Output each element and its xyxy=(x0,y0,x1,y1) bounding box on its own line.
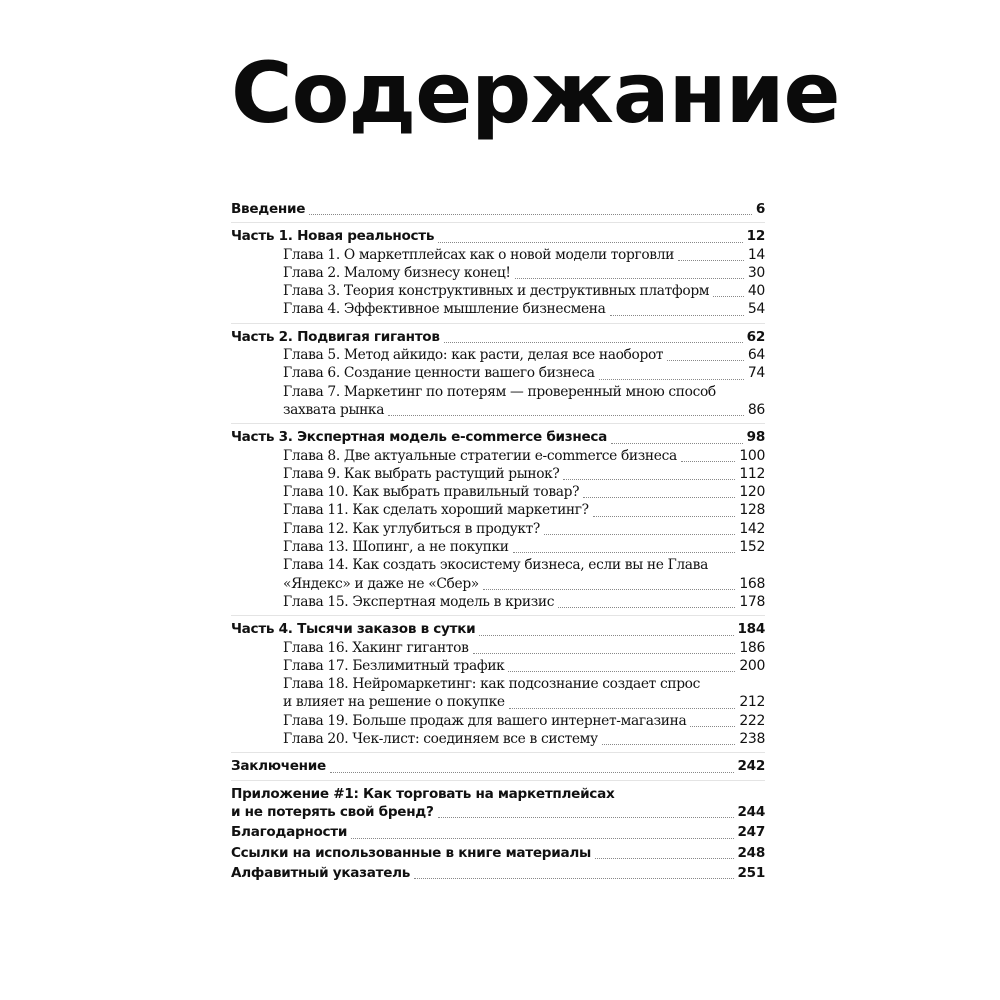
page-number: 222 xyxy=(739,712,765,729)
page-number: 112 xyxy=(739,465,765,482)
toc-part-entry[interactable] xyxy=(231,200,765,218)
dot-leader xyxy=(544,533,735,535)
toc-chapter-entry[interactable] xyxy=(231,693,765,711)
dot-leader xyxy=(681,460,735,462)
dot-leader xyxy=(558,606,735,608)
dot-leader xyxy=(414,877,733,879)
toc-part-entry[interactable] xyxy=(231,823,765,841)
toc-chapter-entry-title: Глава 12. Как углубиться в продукт? xyxy=(283,520,540,537)
toc-chapter-entry-title: Глава 6. Создание ценности вашего бизнеса xyxy=(283,365,595,382)
toc-part-entry-title: Благодарности xyxy=(231,824,348,841)
dot-leader xyxy=(438,816,734,818)
toc-chapter-entry[interactable] xyxy=(231,346,765,364)
page-number: 184 xyxy=(737,621,765,638)
toc-chapter-entry-title: Глава 3. Теория конструктивных и деструктивных платформ xyxy=(283,283,710,300)
toc-part-entry[interactable] xyxy=(231,428,765,446)
page-number: 247 xyxy=(737,824,765,841)
page-number: 6 xyxy=(755,201,765,217)
page-number: 128 xyxy=(739,502,765,519)
toc-chapter-entry-title: Глава 2. Малому бизнесу конец! xyxy=(283,264,511,281)
toc-section xyxy=(231,323,765,419)
toc-chapter-entry-title-line: Глава 18. Нейромаркетинг: как подсознание создает спрос xyxy=(283,676,701,693)
toc-chapter-entry-title-line: Глава 7. Маркетинг по потерям — проверенный мною способ xyxy=(283,383,716,400)
dot-leader xyxy=(438,241,743,243)
toc-section xyxy=(231,615,765,748)
toc-chapter-entry-title: Глава 13. Шопинг, а не покупки xyxy=(283,539,509,556)
toc-section xyxy=(231,200,765,218)
page-number: 142 xyxy=(739,520,765,537)
dot-leader xyxy=(713,295,744,297)
dot-leader xyxy=(444,341,743,343)
toc-chapter-entry[interactable] xyxy=(231,501,765,519)
toc-part-entry-title: Часть 1. Новая реальность xyxy=(231,228,435,245)
toc-chapter-entry-title: Глава 10. Как выбрать правильный товар? xyxy=(283,484,580,501)
toc-chapter-entry[interactable] xyxy=(231,246,765,264)
toc-chapter-entry[interactable] xyxy=(231,447,765,465)
toc-part-entry[interactable] xyxy=(231,328,765,346)
toc-chapter-entry[interactable] xyxy=(231,657,765,675)
toc-part-entry[interactable] xyxy=(231,757,765,775)
toc-chapter-entry-title: Глава 1. О маркетплейсах как о новой модели торговли xyxy=(283,246,674,263)
toc-chapter-entry-title: Глава 19. Больше продаж для вашего интернет-магазина xyxy=(283,712,687,729)
dot-leader xyxy=(690,725,735,727)
toc-chapter-entry-title: Глава 9. Как выбрать растущий рынок? xyxy=(283,465,560,482)
toc-chapter-entry-title: Глава 4. Эффективное мышление бизнесмена xyxy=(283,301,606,318)
dot-leader xyxy=(508,670,735,672)
page-number: 100 xyxy=(739,447,765,464)
toc-part-entry-title: Введение xyxy=(231,201,306,217)
dot-leader xyxy=(483,588,735,590)
dot-leader xyxy=(309,213,752,215)
toc-section xyxy=(231,752,765,775)
toc-chapter-entry[interactable] xyxy=(231,575,765,593)
toc-part-entry-title: Часть 3. Экспертная модель e-commerce бизнеса xyxy=(231,429,607,446)
toc-chapter-entry-title: Глава 11. Как сделать хороший маркетинг? xyxy=(283,502,589,519)
dot-leader xyxy=(583,496,735,498)
dot-leader xyxy=(351,837,733,839)
toc-part-entry[interactable] xyxy=(231,620,765,638)
toc-chapter-entry[interactable] xyxy=(231,639,765,657)
toc-chapter-entry-title: Глава 5. Метод айкидо: как расти, делая все наоборот xyxy=(283,347,664,364)
page-number: 12 xyxy=(746,228,765,245)
page-number: 248 xyxy=(737,844,765,861)
toc-chapter-entry-title: Глава 20. Чек-лист: соединяем все в систему xyxy=(283,731,598,748)
toc-part-entry[interactable] xyxy=(231,844,765,862)
page-number: 14 xyxy=(747,246,765,263)
dot-leader xyxy=(602,743,736,745)
page-number: 30 xyxy=(747,264,765,281)
toc-chapter-entry-title: Глава 8. Две актуальные стратегии e-commerce бизнеса xyxy=(283,447,677,464)
page-title: Содержание xyxy=(231,44,840,142)
toc-chapter-entry-title: Глава 15. Экспертная модель в кризис xyxy=(283,593,555,610)
dot-leader xyxy=(678,259,744,261)
dot-leader xyxy=(509,707,736,709)
toc-chapter-entry-title: «Яндекс» и даже не «Сбер» xyxy=(283,575,479,592)
dot-leader xyxy=(330,771,734,773)
toc-chapter-entry-title: Глава 17. Безлимитный трафик xyxy=(283,657,505,674)
page-number: 86 xyxy=(747,401,765,418)
page-number: 74 xyxy=(747,365,765,382)
toc-chapter-entry[interactable] xyxy=(231,264,765,282)
toc-chapter-entry[interactable] xyxy=(231,401,765,419)
dot-leader xyxy=(611,442,743,444)
toc-chapter-entry-title-line: Глава 14. Как создать экосистему бизнеса, если вы не Глава xyxy=(283,557,708,574)
dot-leader xyxy=(595,857,734,859)
toc-part-entry-title: Заключение xyxy=(231,758,326,775)
dot-leader xyxy=(563,478,735,480)
toc-part-entry-title: Часть 2. Подвигая гигантов xyxy=(231,328,440,345)
table-of-contents xyxy=(231,200,765,882)
toc-chapter-entry[interactable] xyxy=(231,593,765,611)
page-number: 186 xyxy=(739,639,765,656)
dot-leader xyxy=(667,359,744,361)
page-number: 62 xyxy=(746,328,765,345)
dot-leader xyxy=(473,652,736,654)
page-number: 212 xyxy=(739,694,765,711)
toc-chapter-entry[interactable] xyxy=(231,730,765,748)
page-number: 238 xyxy=(739,731,765,748)
page-number: 40 xyxy=(747,283,765,300)
toc-part-entry-title: и не потерять свой бренд? xyxy=(231,803,434,820)
toc-chapter-entry[interactable] xyxy=(231,465,765,483)
toc-part-entry-title: Алфавитный указатель xyxy=(231,864,411,881)
page-number: 120 xyxy=(739,484,765,501)
page-number: 251 xyxy=(737,864,765,881)
page-number: 168 xyxy=(739,575,765,592)
dot-leader xyxy=(479,634,733,636)
page-number: 54 xyxy=(747,301,765,318)
page-number: 152 xyxy=(739,539,765,556)
toc-part-entry[interactable] xyxy=(231,227,765,245)
toc-chapter-entry[interactable] xyxy=(231,712,765,730)
page-number: 200 xyxy=(739,657,765,674)
page-number: 178 xyxy=(739,593,765,610)
page-number: 242 xyxy=(737,758,765,775)
toc-part-entry-title: Ссылки на использованные в книге материалы xyxy=(231,844,591,861)
toc-chapter-entry[interactable] xyxy=(231,538,765,556)
toc-section xyxy=(231,222,765,318)
toc-chapter-entry[interactable] xyxy=(231,364,765,382)
toc-part-entry-title-line: Приложение #1: Как торговать на маркетплейсах xyxy=(231,785,615,802)
toc-part-entry[interactable] xyxy=(231,803,765,821)
page-number: 98 xyxy=(746,429,765,446)
page-number: 244 xyxy=(737,803,765,820)
toc-chapter-entry-title: Глава 16. Хакинг гигантов xyxy=(283,639,469,656)
dot-leader xyxy=(599,378,744,380)
dot-leader xyxy=(513,551,736,553)
page-number: 64 xyxy=(747,347,765,364)
toc-chapter-entry[interactable] xyxy=(231,300,765,318)
dot-leader xyxy=(515,277,744,279)
toc-chapter-entry-title: захвата рынка xyxy=(283,401,385,418)
toc-section xyxy=(231,423,765,611)
toc-section-appendix xyxy=(231,780,765,882)
toc-chapter-entry[interactable] xyxy=(231,483,765,501)
toc-chapter-entry[interactable] xyxy=(231,282,765,300)
toc-chapter-entry-title: и влияет на решение о покупке xyxy=(283,694,505,711)
dot-leader xyxy=(610,314,744,316)
toc-chapter-entry[interactable] xyxy=(231,520,765,538)
toc-part-entry-title: Часть 4. Тысячи заказов в сутки xyxy=(231,621,476,638)
toc-part-entry[interactable] xyxy=(231,864,765,882)
dot-leader xyxy=(593,515,736,517)
dot-leader xyxy=(388,414,744,416)
